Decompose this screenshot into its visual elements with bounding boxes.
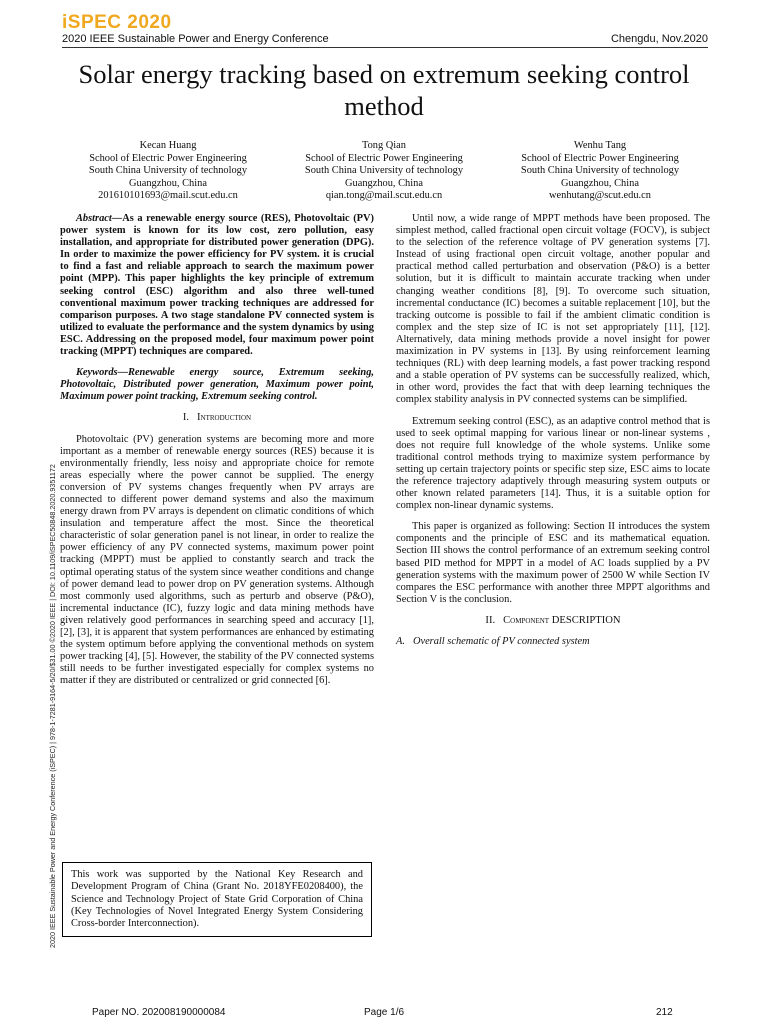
author-city: Guangzhou, China [561, 177, 639, 189]
section-number: II. [485, 614, 496, 626]
subsection-title: Overall schematic of PV connected system [412, 636, 590, 647]
paper-title: Solar energy tracking based on extremum seeking control method [78, 59, 690, 121]
left-column [60, 213, 374, 696]
intro-paragraph: Photovoltaic (PV) generation systems are becoming more and more important as a member of renewable energy sources (RES) because it is environmentally friendly, less noisy and appropriate choice for remote areas especially where the power cannot be supplied. The energy conversion of PV systems changes frequently when PV arrays are connected to different power demand systems and also the maximum energy drawn from PV arrays is dependent on climatic conditions of which insulation and temperature affect the most. Since the theoretical characteristic of solar generation panel is not linear, in order to realize the power efficiency of any PV connected systems, maximum power point tracking (MPPT) must be applied to constantly search and track the optimal operating status of the system since weather conditions and change of power demand lead to power drop on PV generation systems. Although most commonly used algorithms, such as perturb and observe (P&O), incremental inductance (IC), fuzzy logic and data mining methods have given relatively good performances in searching speed and accuracy [1], [2], [3], it is apparent that system performances are enhanced by estimating the system optimum before applying the conventional methods on system power tracking [4], [5]. However, the stability of the PV connected systems still needs to be further investigated especially for complex systems no matter if they are distributed or centralized or grid connected [6]. [60, 433, 374, 687]
author-name: Tong Qian [361, 140, 406, 151]
author-univ: South China University of technology [520, 165, 680, 177]
author-univ: South China University of technology [88, 165, 248, 177]
body-paragraph: This paper is organized as following: Section II introduces the system components and the principle of ESC and its mathematical equation. Section III shows the control performance of an extremum seeking control based PID method for MPPT in a model of AC loads supplied by a PV generation systems with the maximum power of 2500 W while Section IV compares the ESC performance with another three MPPT algorithms and Section V is the conclusion. [396, 521, 710, 605]
footer-page: Page 1/6 [364, 1007, 405, 1018]
abstract-label: Abstract— [76, 213, 123, 224]
conference-place-date: Chengdu, Nov.2020 [610, 33, 708, 45]
subsection-label: A. [396, 636, 405, 647]
author-univ: South China University of technology [304, 165, 464, 177]
funding-footnote: This work was supported by the National Key Research and Development Program of China (Grant No. 2018YFE0208400), the Science and Technology Project of State Grid Corporation of China (Key Technologies of Novel Integrated Energy System Considering Cross-border Interconnection). [62, 862, 372, 937]
header-rule [62, 47, 708, 48]
author-1 [60, 140, 276, 203]
author-city: Guangzhou, China [345, 177, 423, 189]
author-block [60, 140, 708, 203]
author-2 [276, 140, 492, 203]
body-paragraph: Until now, a wide range of MPPT methods have been proposed. The simplest method, called fractional open circuit voltage (FOCV), is subject to the selection of the reference voltage of PV generation systems [7]. Instead of using fractional open circuit voltage, another popular and practical method called perturbation and observation (P&O) is a better solution, but it is difficult to maintain accurate tracking when under changing weather conditions [8], [9]. To overcome such situation, incremental conductance (IC) becomes a suitable replacement [10], but the tracking outcome is possible to fail if the ambient climatic condition is complex and the step size of IC is not set appropriately [11], [12]. Alternatively, data mining methods provide a novel insight for power maximization in PV systems in [13]. By using reinforcement learning techniques (RL) with deep learning models, a fast power tracking respond and a stable operation of PV systems can be successfully realized, which, in other word, provides the fact that with deep learning techniques the complex stability analysis in PV connected systems can be simplified. [396, 213, 710, 406]
abstract-text: As a renewable energy source (RES), Photovoltaic (PV) power system is known for its low cost, zero pollution, easy installation, and appropriate for distributed power generation (DPG). In order to maximize the power efficiency for PV system. it is crucial to find a fast and reliable approach to search the maximum power point (MPP). This paper highlights the key principle of extremum seeking control (ESC) algorithm and also three well-tuned conventional maximum power tracking techniques are addressed for comparison purposes. A two stage standalone PV connected system is utilized to evaluate the performance and the system dynamics by using ESC. Addressing on the proposed model, four maximum power point tracking (MPPT) techniques are compared. [60, 213, 374, 358]
section-title: Introduction [197, 412, 252, 424]
body-paragraph: Extremum seeking control (ESC), as an adaptive control method that is used to seek optimal mapping for various linear or non-linear systems , does not require full knowledge of the whole systems. Unlike some traditional control methods trying to maximize system performance by setting up certain trajectory points or specific step size, ESC aims to locate the reference trajectory adaptively through measuring system outputs or other known related parameters [14]. Thus, it is a suitable option for complex non-linear dynamic systems. [396, 415, 710, 512]
author-email: wenhutang@scut.edu.cn [549, 190, 651, 202]
author-email: qian.tong@mail.scut.edu.cn [325, 190, 443, 202]
author-dept: School of Electric Power Engineering [521, 152, 679, 164]
section-title: Component DESCRIPTION [503, 614, 621, 626]
author-dept: School of Electric Power Engineering [89, 152, 247, 164]
keywords [60, 367, 374, 403]
abstract [60, 213, 374, 358]
conference-name: 2020 IEEE Sustainable Power and Energy Conference [62, 33, 329, 45]
section-number: I. [182, 412, 190, 424]
author-dept: School of Electric Power Engineering [305, 152, 463, 164]
keywords-text: Renewable energy source, Extremum seeking, Photovoltaic, Distributed power generation, Maximum power point, Maximum power point tracking, Extremum seeking control. [60, 367, 374, 403]
sidebar-citation: 2020 IEEE Sustainable Power and Energy Conference (iSPEC) | 978-1-7281-9164-5/20/$31.00 ©2020 IEEE | DOI: 10.1109/iSPEC50848.2020.9351172 [48, 464, 57, 948]
subsection-heading [396, 636, 710, 648]
footer-page-number: 212 [656, 1007, 673, 1018]
right-column [396, 213, 710, 657]
section-heading-introduction [60, 412, 374, 424]
author-3 [492, 140, 708, 203]
author-name: Kecan Huang [139, 140, 197, 151]
section-heading-component [396, 615, 710, 627]
author-name: Wenhu Tang [573, 140, 627, 151]
keywords-label: Keywords— [76, 367, 128, 379]
footer-paper-number: Paper NO. 202008190000084 [92, 1007, 226, 1018]
author-email: 201610101693@mail.scut.edu.cn [98, 190, 238, 202]
conference-logo: iSPEC 2020 [62, 12, 172, 33]
author-city: Guangzhou, China [129, 177, 207, 189]
